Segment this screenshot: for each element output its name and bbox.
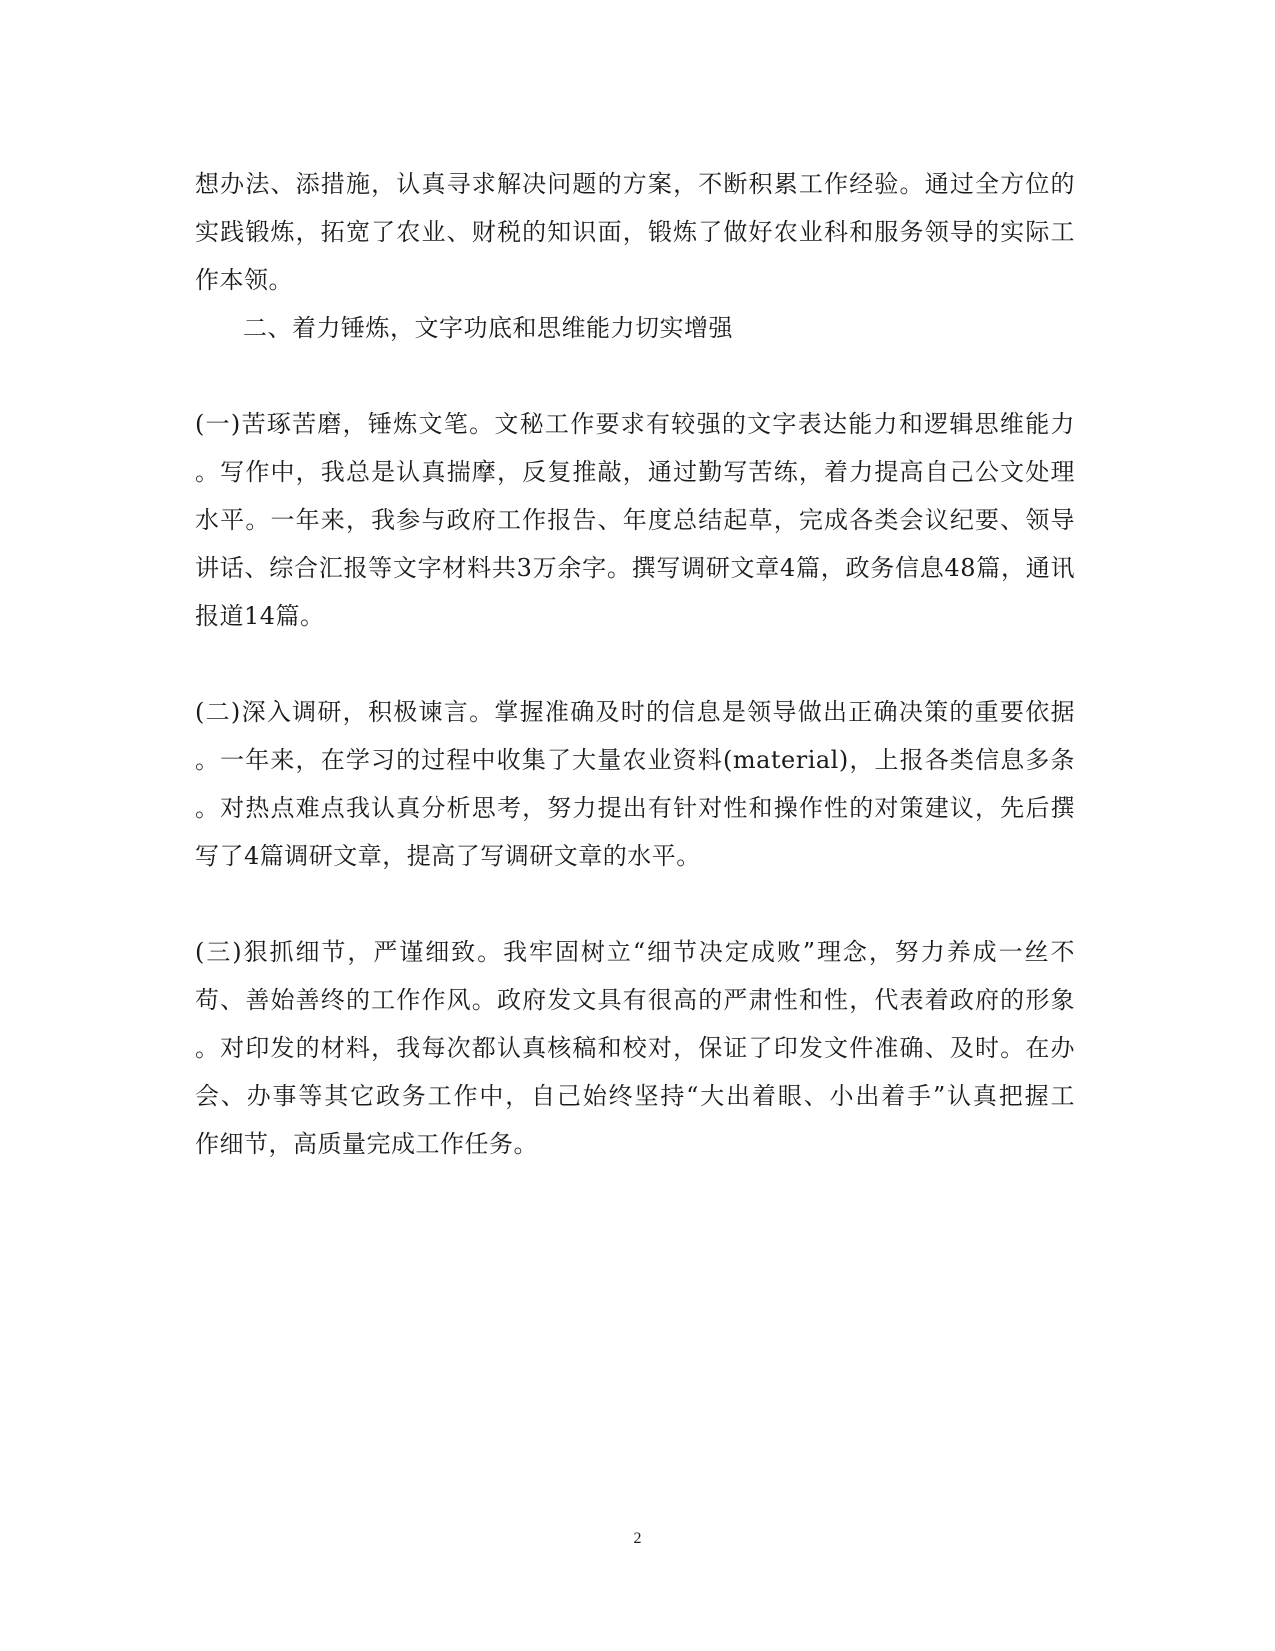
text-line: 苟、善始善终的工作作风。政府发文具有很高的严肃性和性，代表着政府的形象: [195, 986, 1075, 1014]
paragraph-intro: [195, 160, 1075, 304]
text-line: (三)狠抓细节，严谨细致。我牢固树立“细节决定成败”理念，努力养成一丝不: [195, 938, 1075, 966]
text-line: 。一年来，在学习的过程中收集了大量农业资料(material)，上报各类信息多条: [195, 746, 1075, 774]
document-body: [195, 160, 1075, 1168]
text-line: 会、办事等其它政务工作中，自己始终坚持“大出着眼、小出着手”认真把握工: [195, 1082, 1075, 1110]
text-line: 。写作中，我总是认真揣摩，反复推敲，通过勤写苦练，着力提高自己公文处理: [195, 458, 1075, 486]
paragraph-research: [195, 688, 1075, 880]
text-line: 水平。一年来，我参与政府工作报告、年度总结起草，完成各类会议纪要、领导: [195, 506, 1075, 534]
text-line: (一)苦琢苦磨，锤炼文笔。文秘工作要求有较强的文字表达能力和逻辑思维能力: [195, 410, 1075, 438]
paragraph-details: [195, 928, 1075, 1168]
text-line: 讲话、综合汇报等文字材料共3万余字。撰写调研文章4篇，政务信息48篇，通讯: [195, 554, 1075, 582]
paragraph-writing: [195, 400, 1075, 640]
text-line: 。对热点难点我认真分析思考，努力提出有针对性和操作性的对策建议，先后撰: [195, 794, 1075, 822]
text-line: (二)深入调研，积极谏言。掌握准确及时的信息是领导做出正确决策的重要依据: [195, 698, 1075, 726]
page-number: 2: [633, 1530, 642, 1547]
text-line: 写了4篇调研文章，提高了写调研文章的水平。: [195, 842, 701, 870]
section-heading: 二、着力锤炼，文字功底和思维能力切实增强: [243, 314, 733, 342]
text-line: 作本领。: [195, 266, 293, 294]
text-line: 实践锻炼，拓宽了农业、财税的知识面，锻炼了做好农业科和服务领导的实际工: [195, 218, 1075, 246]
text-line: 报道14篇。: [195, 602, 325, 630]
text-line: 。对印发的材料，我每次都认真核稿和校对，保证了印发文件准确、及时。在办: [195, 1034, 1075, 1062]
text-line: 想办法、添措施，认真寻求解决问题的方案，不断积累工作经验。通过全方位的: [195, 170, 1075, 198]
text-line: 作细节，高质量完成工作任务。: [195, 1130, 538, 1158]
